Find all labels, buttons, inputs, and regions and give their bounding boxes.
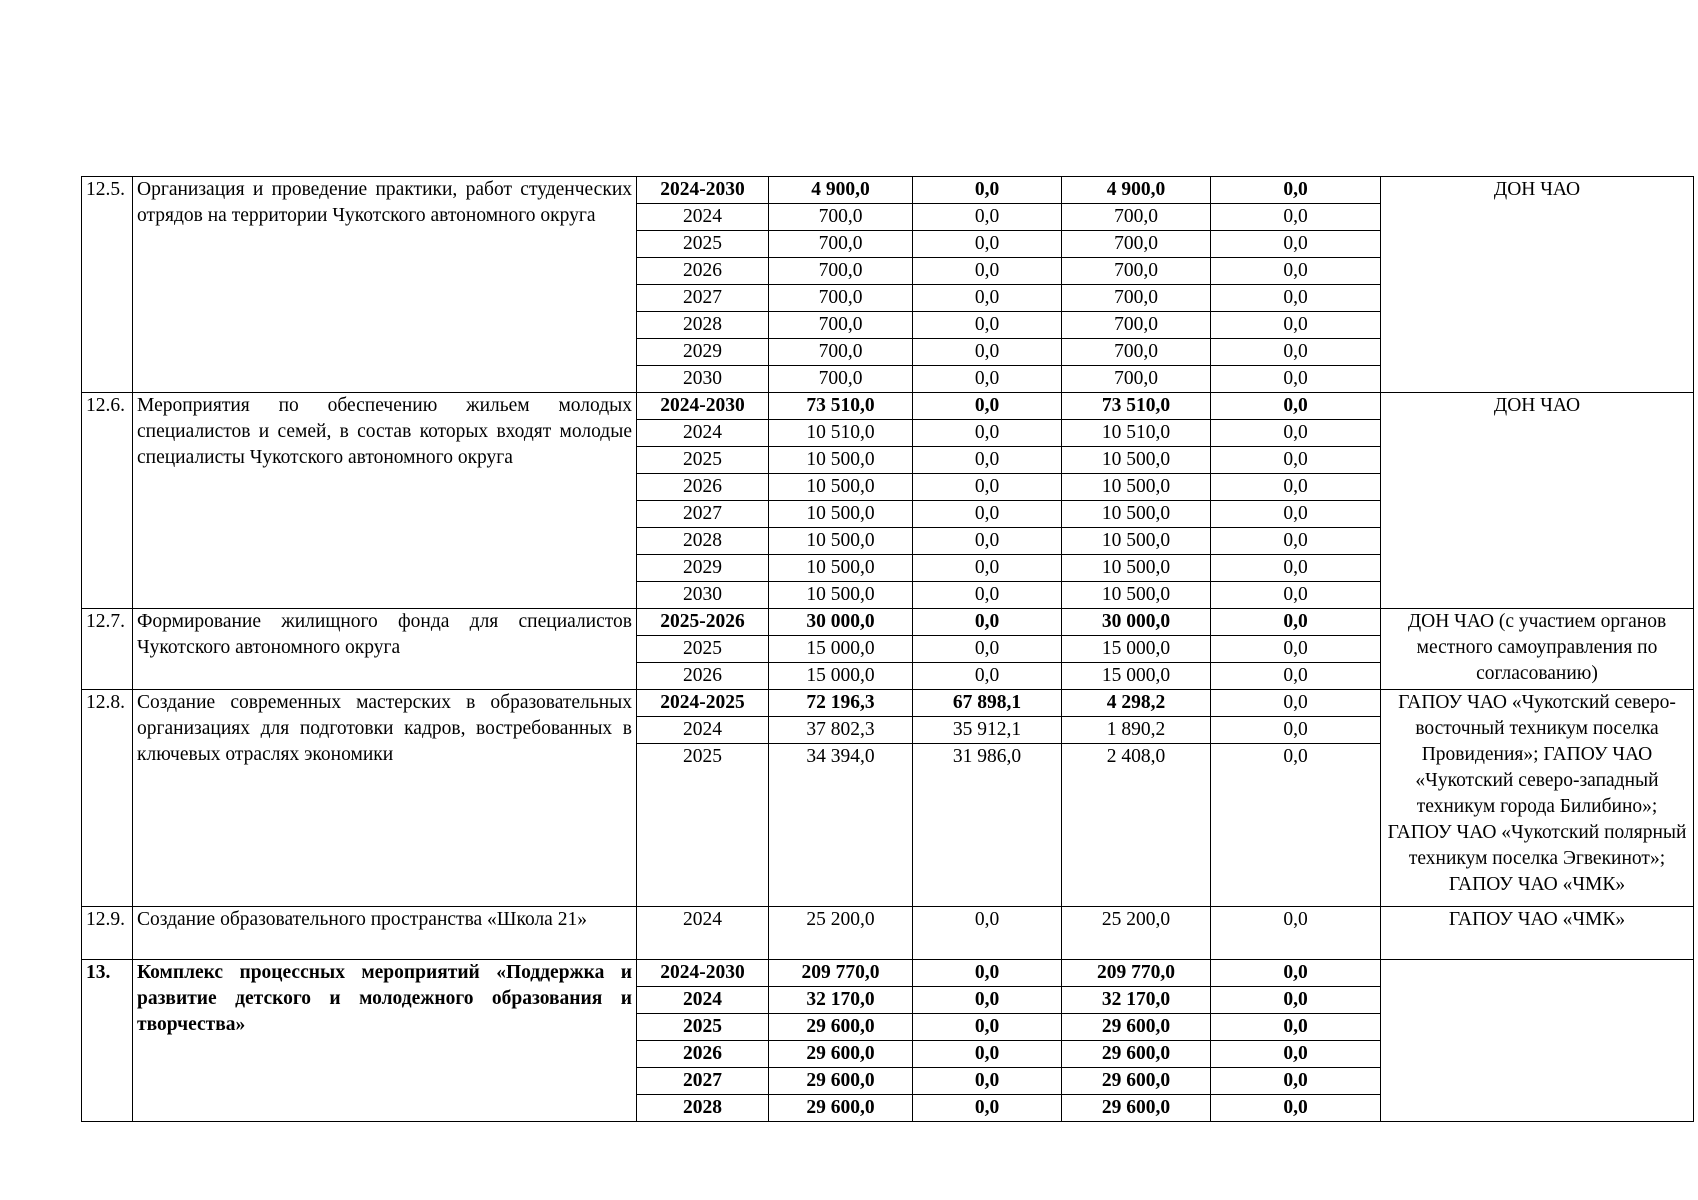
item-title: Формирование жилищного фонда для специалистов Чукотского автономного округа — [133, 609, 637, 690]
other-cell: 0,0 — [1211, 987, 1381, 1014]
regional-cell: 10 500,0 — [1062, 447, 1211, 474]
federal-cell: 0,0 — [913, 1041, 1062, 1068]
period-cell: 2026 — [637, 1041, 769, 1068]
regional-cell: 25 200,0 — [1062, 907, 1211, 960]
other-cell: 0,0 — [1211, 1014, 1381, 1041]
period-cell: 2024 — [637, 204, 769, 231]
federal-cell: 31 986,0 — [913, 744, 1062, 907]
period-cell: 2024 — [637, 907, 769, 960]
funding-table — [81, 176, 1694, 1122]
regional-cell: 700,0 — [1062, 366, 1211, 393]
regional-cell: 73 510,0 — [1062, 393, 1211, 420]
regional-cell: 209 770,0 — [1062, 960, 1211, 987]
period-cell: 2026 — [637, 258, 769, 285]
period-cell: 2028 — [637, 528, 769, 555]
period-cell: 2024 — [637, 717, 769, 744]
other-cell: 0,0 — [1211, 366, 1381, 393]
item-number: 12.9. — [82, 907, 133, 960]
regional-cell: 700,0 — [1062, 204, 1211, 231]
total-cell: 10 500,0 — [769, 582, 913, 609]
period-cell: 2030 — [637, 582, 769, 609]
period-cell: 2027 — [637, 1068, 769, 1095]
regional-cell: 10 510,0 — [1062, 420, 1211, 447]
regional-cell: 10 500,0 — [1062, 582, 1211, 609]
total-cell: 29 600,0 — [769, 1068, 913, 1095]
period-cell: 2024 — [637, 987, 769, 1014]
period-cell: 2030 — [637, 366, 769, 393]
other-cell: 0,0 — [1211, 907, 1381, 960]
total-cell: 10 510,0 — [769, 420, 913, 447]
regional-cell: 15 000,0 — [1062, 663, 1211, 690]
regional-cell: 10 500,0 — [1062, 474, 1211, 501]
federal-cell: 0,0 — [913, 366, 1062, 393]
regional-cell: 15 000,0 — [1062, 636, 1211, 663]
other-cell: 0,0 — [1211, 420, 1381, 447]
federal-cell: 67 898,1 — [913, 690, 1062, 717]
period-cell: 2025 — [637, 447, 769, 474]
total-cell: 73 510,0 — [769, 393, 913, 420]
federal-cell: 0,0 — [913, 907, 1062, 960]
period-cell: 2024-2025 — [637, 690, 769, 717]
item-title: Создание современных мастерских в образовательных организациях для подготовки кадров, востребованных в ключевых отраслях экономики — [133, 690, 637, 907]
other-cell: 0,0 — [1211, 258, 1381, 285]
period-cell: 2027 — [637, 501, 769, 528]
federal-cell: 0,0 — [913, 420, 1062, 447]
other-cell: 0,0 — [1211, 312, 1381, 339]
federal-cell: 0,0 — [913, 231, 1062, 258]
total-cell: 700,0 — [769, 312, 913, 339]
period-cell: 2026 — [637, 663, 769, 690]
federal-cell: 0,0 — [913, 663, 1062, 690]
federal-cell: 0,0 — [913, 393, 1062, 420]
executor-cell: ГАПОУ ЧАО «ЧМК» — [1381, 907, 1694, 960]
total-cell: 10 500,0 — [769, 555, 913, 582]
regional-cell: 700,0 — [1062, 339, 1211, 366]
federal-cell: 0,0 — [913, 285, 1062, 312]
item-number: 13. — [82, 960, 133, 1122]
total-cell: 25 200,0 — [769, 907, 913, 960]
total-cell: 10 500,0 — [769, 501, 913, 528]
item-number: 12.7. — [82, 609, 133, 690]
total-cell: 10 500,0 — [769, 474, 913, 501]
total-cell: 4 900,0 — [769, 177, 913, 204]
other-cell: 0,0 — [1211, 663, 1381, 690]
regional-cell: 29 600,0 — [1062, 1014, 1211, 1041]
regional-cell: 700,0 — [1062, 285, 1211, 312]
total-cell: 700,0 — [769, 285, 913, 312]
total-cell: 15 000,0 — [769, 636, 913, 663]
period-cell: 2029 — [637, 555, 769, 582]
other-cell: 0,0 — [1211, 636, 1381, 663]
other-cell: 0,0 — [1211, 528, 1381, 555]
other-cell: 0,0 — [1211, 609, 1381, 636]
table-row-group — [82, 690, 1694, 907]
table-row — [82, 393, 1694, 420]
total-cell: 72 196,3 — [769, 690, 913, 717]
federal-cell: 35 912,1 — [913, 717, 1062, 744]
federal-cell: 0,0 — [913, 501, 1062, 528]
federal-cell: 0,0 — [913, 1095, 1062, 1122]
period-cell: 2029 — [637, 339, 769, 366]
federal-cell: 0,0 — [913, 312, 1062, 339]
other-cell: 0,0 — [1211, 447, 1381, 474]
federal-cell: 0,0 — [913, 258, 1062, 285]
regional-cell: 30 000,0 — [1062, 609, 1211, 636]
federal-cell: 0,0 — [913, 609, 1062, 636]
period-cell: 2024-2030 — [637, 393, 769, 420]
table-row — [82, 609, 1694, 636]
period-cell: 2024-2030 — [637, 960, 769, 987]
total-cell: 700,0 — [769, 231, 913, 258]
other-cell: 0,0 — [1211, 177, 1381, 204]
period-cell: 2025-2026 — [637, 609, 769, 636]
total-cell: 29 600,0 — [769, 1041, 913, 1068]
period-cell: 2025 — [637, 636, 769, 663]
executor-cell: ГАПОУ ЧАО «Чукотский северо-восточный техникум поселка Провидения»; ГАПОУ ЧАО «Чукотский северо-западный техникум города Билибино»; ГАПОУ ЧАО «Чукотский полярный техникум поселка Эгвекинот»; ГАПОУ ЧАО «ЧМК» — [1381, 690, 1694, 907]
regional-cell: 29 600,0 — [1062, 1041, 1211, 1068]
federal-cell: 0,0 — [913, 177, 1062, 204]
table-row-group — [82, 960, 1694, 1122]
other-cell: 0,0 — [1211, 1095, 1381, 1122]
item-number: 12.5. — [82, 177, 133, 393]
other-cell: 0,0 — [1211, 744, 1381, 907]
regional-cell: 29 600,0 — [1062, 1095, 1211, 1122]
regional-cell: 4 900,0 — [1062, 177, 1211, 204]
federal-cell: 0,0 — [913, 474, 1062, 501]
federal-cell: 0,0 — [913, 339, 1062, 366]
total-cell: 10 500,0 — [769, 447, 913, 474]
table-row — [82, 690, 1694, 717]
other-cell: 0,0 — [1211, 555, 1381, 582]
item-title: Организация и проведение практики, работ студенческих отрядов на территории Чукотского автономного округа — [133, 177, 637, 393]
total-cell: 32 170,0 — [769, 987, 913, 1014]
regional-cell: 32 170,0 — [1062, 987, 1211, 1014]
executor-cell — [1381, 960, 1694, 1122]
other-cell: 0,0 — [1211, 960, 1381, 987]
federal-cell: 0,0 — [913, 1014, 1062, 1041]
item-title: Комплекс процессных мероприятий «Поддержка и развитие детского и молодежного образования и творчества» — [133, 960, 637, 1122]
federal-cell: 0,0 — [913, 555, 1062, 582]
federal-cell: 0,0 — [913, 1068, 1062, 1095]
total-cell: 34 394,0 — [769, 744, 913, 907]
regional-cell: 29 600,0 — [1062, 1068, 1211, 1095]
period-cell: 2025 — [637, 231, 769, 258]
period-cell: 2026 — [637, 474, 769, 501]
table-row — [82, 960, 1694, 987]
regional-cell: 10 500,0 — [1062, 501, 1211, 528]
regional-cell: 700,0 — [1062, 258, 1211, 285]
table-row — [82, 177, 1694, 204]
other-cell: 0,0 — [1211, 1068, 1381, 1095]
table-row-group — [82, 177, 1694, 393]
item-title: Создание образовательного пространства «Школа 21» — [133, 907, 637, 960]
table-row-group — [82, 907, 1694, 960]
regional-cell: 700,0 — [1062, 231, 1211, 258]
table-row — [82, 907, 1694, 960]
other-cell: 0,0 — [1211, 231, 1381, 258]
regional-cell: 700,0 — [1062, 312, 1211, 339]
executor-cell: ДОН ЧАО — [1381, 393, 1694, 609]
other-cell: 0,0 — [1211, 582, 1381, 609]
period-cell: 2028 — [637, 312, 769, 339]
other-cell: 0,0 — [1211, 204, 1381, 231]
period-cell: 2024-2030 — [637, 177, 769, 204]
total-cell: 700,0 — [769, 204, 913, 231]
total-cell: 700,0 — [769, 258, 913, 285]
regional-cell: 2 408,0 — [1062, 744, 1211, 907]
federal-cell: 0,0 — [913, 204, 1062, 231]
total-cell: 10 500,0 — [769, 528, 913, 555]
other-cell: 0,0 — [1211, 501, 1381, 528]
other-cell: 0,0 — [1211, 1041, 1381, 1068]
other-cell: 0,0 — [1211, 339, 1381, 366]
period-cell: 2027 — [637, 285, 769, 312]
executor-cell: ДОН ЧАО (с участием органов местного самоуправления по согласованию) — [1381, 609, 1694, 690]
federal-cell: 0,0 — [913, 636, 1062, 663]
regional-cell: 1 890,2 — [1062, 717, 1211, 744]
period-cell: 2024 — [637, 420, 769, 447]
other-cell: 0,0 — [1211, 717, 1381, 744]
other-cell: 0,0 — [1211, 393, 1381, 420]
item-title: Мероприятия по обеспечению жильем молодых специалистов и семей, в состав которых входят молодые специалисты Чукотского автономного округа — [133, 393, 637, 609]
total-cell: 700,0 — [769, 366, 913, 393]
federal-cell: 0,0 — [913, 528, 1062, 555]
regional-cell: 4 298,2 — [1062, 690, 1211, 717]
federal-cell: 0,0 — [913, 987, 1062, 1014]
period-cell: 2025 — [637, 1014, 769, 1041]
regional-cell: 10 500,0 — [1062, 528, 1211, 555]
item-number: 12.8. — [82, 690, 133, 907]
total-cell: 29 600,0 — [769, 1014, 913, 1041]
regional-cell: 10 500,0 — [1062, 555, 1211, 582]
federal-cell: 0,0 — [913, 447, 1062, 474]
other-cell: 0,0 — [1211, 285, 1381, 312]
other-cell: 0,0 — [1211, 474, 1381, 501]
period-cell: 2025 — [637, 744, 769, 907]
other-cell: 0,0 — [1211, 690, 1381, 717]
total-cell: 700,0 — [769, 339, 913, 366]
table-row-group — [82, 609, 1694, 690]
executor-cell: ДОН ЧАО — [1381, 177, 1694, 393]
total-cell: 30 000,0 — [769, 609, 913, 636]
table-row-group — [82, 393, 1694, 609]
item-number: 12.6. — [82, 393, 133, 609]
period-cell: 2028 — [637, 1095, 769, 1122]
federal-cell: 0,0 — [913, 582, 1062, 609]
total-cell: 29 600,0 — [769, 1095, 913, 1122]
total-cell: 37 802,3 — [769, 717, 913, 744]
total-cell: 209 770,0 — [769, 960, 913, 987]
federal-cell: 0,0 — [913, 960, 1062, 987]
total-cell: 15 000,0 — [769, 663, 913, 690]
